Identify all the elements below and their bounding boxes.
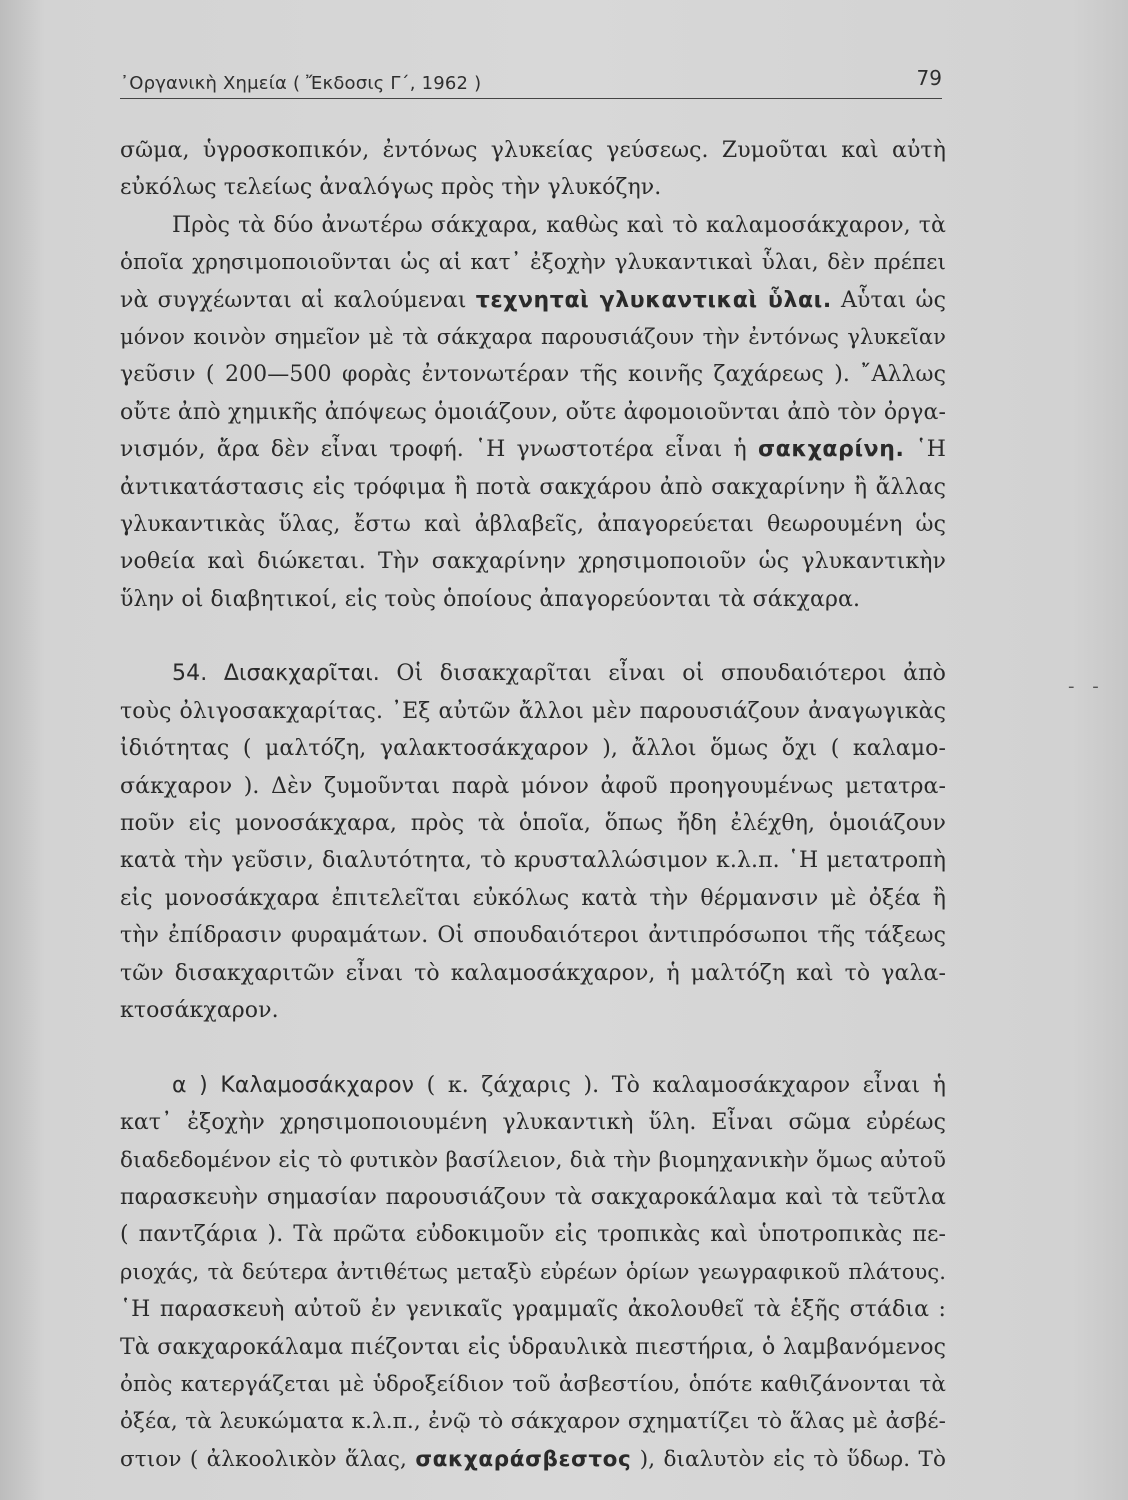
text-line: κατ᾿ ἐξοχὴν χρησιμοποιουμένη γλυκαντικὴ ὕλη. Εἶναι σῶμα εὐρέως <box>120 1110 946 1136</box>
text-line: Τὰ σακχαροκάλαμα πιέζονται εἰς ὑδραυλικὰ πιεστήρια, ὁ λαμβανόμενος <box>120 1334 946 1360</box>
section-number: 54. <box>172 661 208 687</box>
paragraph-sweeteners <box>120 207 946 618</box>
text-line: γεῦσιν ( 200—500 φορὰς ἐντονωτέραν τῆς κοινῆς ζαχάρεως ). ῎Αλλως <box>120 362 946 388</box>
text-line: παρασκευὴν σημασίαν παρουσιάζουν τὰ σακχαροκάλαμα καὶ τὰ τεῦτλα <box>120 1184 946 1210</box>
text-line: νοθεία καὶ διώκεται. Τὴν σακχαρίνην χρησιμοποιοῦν ὡς γλυκαντικὴν <box>120 549 946 575</box>
text-line: οὔτε ἀπὸ χημικῆς ἀπόψεως ὁμοιάζουν, οὔτε ἀφομοιοῦνται ἀπὸ τὸν ὀργα- <box>120 399 946 425</box>
text-run: στιον ( ἀλκοολικὸν ἅλας, <box>120 1446 407 1472</box>
page-number: 79 <box>916 66 942 90</box>
bold-term-calcium-saccharate: σακχαράσβεστος <box>415 1446 632 1472</box>
running-title: ᾿Οργανικὴ Χημεία ( Ἔκδοσις Γ΄, 1962 ) <box>120 73 482 94</box>
page-header <box>120 62 942 99</box>
text-line: σάκχαρον ). Δὲν ζυμοῦνται παρὰ μόνον ἀφοῦ προηγουμένως μετατρα- <box>120 773 946 799</box>
text-run: Αὗται ὡς <box>840 287 947 313</box>
paragraph-gap <box>120 1029 946 1066</box>
paragraph-gap <box>120 618 946 655</box>
subsection-label: α ) <box>172 1072 208 1098</box>
text-line <box>120 431 946 468</box>
text-line: γλυκαντικὰς ὕλας, ἔστω καὶ ἀβλαβεῖς, ἀπαγορεύεται θεωρουμένη ὡς <box>120 511 946 537</box>
text-line: ὁποῖα χρησιμοποιοῦνται ὡς αἱ κατ᾿ ἐξοχὴν γλυκαντικαὶ ὗλαι, δὲν πρέπει <box>120 250 946 276</box>
text-line: ἀντικατάστασις εἰς τρόφιμα ἢ ποτὰ σακχάρου ἀπὸ σακχαρίνην ἢ ἄλλας <box>120 474 946 500</box>
text-line: Πρὸς τὰ δύο ἀνωτέρω σάκχαρα, καθὼς καὶ τὸ καλαμοσάκχαρον, τὰ <box>172 212 946 238</box>
text-line: ἰδιότητας ( μαλτόζη, γαλακτοσάκχαρον ), ἄλλοι ὅμως ὄχι ( καλαμο- <box>120 736 946 762</box>
text-line: ὕλην οἱ διαβητικοί, εἰς τοὺς ὁποίους ἀπαγορεύονται τὰ σάκχαρα. <box>120 586 861 612</box>
text-run: ), διαλυτὸν εἰς τὸ ὕδωρ. Τὸ <box>639 1446 947 1472</box>
bold-term-artificial-sweeteners: τεχνηταὶ γλυκαντικαὶ ὗλαι. <box>475 287 832 313</box>
text-line: ποῦν εἰς μονοσάκχαρα, πρὸς τὰ ὁποῖα, ὅπως ἤδη ἐλέχθη, ὁμοιάζουν <box>120 811 946 837</box>
body-text <box>120 132 946 1478</box>
bold-term-saccharin: σακχαρίνη. <box>757 437 905 463</box>
text-line: σῶμα, ὑγροσκοπικόν, ἐντόνως γλυκείας γεύσεως. Ζυμοῦται καὶ αὐτὴ <box>120 138 946 163</box>
paragraph-continuation <box>120 132 946 207</box>
text-line <box>120 655 946 692</box>
text-line: τῶν δισακχαριτῶν εἶναι τὸ καλαμοσάκχαρον, ἡ μαλτόζη καὶ τὸ γαλα- <box>120 960 946 986</box>
text-line: ὀπὸς κατεργάζεται μὲ ὑδροξείδιον τοῦ ἀσβεστίου, ὁπότε καθιζάνονται τὰ <box>120 1371 946 1397</box>
margin-mark: - - <box>1068 676 1105 697</box>
text-line: ῾Η παρασκευὴ αὐτοῦ ἐν γενικαῖς γραμμαῖς ἀκολουθεῖ τὰ ἑξῆς στάδια : <box>120 1297 946 1323</box>
text-line: ὀξέα, τὰ λευκώματα κ.λ.π., ἐνῷ τὸ σάκχαρον σχηματίζει τὸ ἅλας μὲ ἀσβέ- <box>120 1409 946 1435</box>
text-run: νὰ συγχέωνται αἱ καλούμεναι <box>120 287 467 313</box>
text-line <box>120 1067 946 1104</box>
text-run: ( κ. ζάχαρις ). Τὸ καλαμοσάκχαρον εἶναι ἡ <box>426 1072 946 1098</box>
subsection-heading: Καλαμοσάκχαρον <box>220 1072 415 1098</box>
text-line: ριοχάς, τὰ δεύτερα ἀντιθέτως μεταξὺ εὐρέων ὁρίων γεωγραφικοῦ πλάτους. <box>120 1259 946 1284</box>
text-line <box>120 1441 946 1478</box>
text-line: εἰς μονοσάκχαρα ἐπιτελεῖται εὐκόλως κατὰ τὴν θέρμανσιν μὲ ὀξέα ἢ <box>120 885 946 911</box>
text-line: ( παντζάρια ). Τὰ πρῶτα εὐδοκιμοῦν εἰς τροπικὰς καὶ ὑποτροπικὰς πε- <box>120 1222 946 1248</box>
subsection-a-sucrose <box>120 1067 946 1478</box>
text-line: διαδεδομένον εἰς τὸ φυτικὸν βασίλειον, διὰ τὴν βιομηχανικὴν ὅμως αὐτοῦ <box>120 1147 946 1173</box>
section-54-disaccharides <box>120 655 946 1029</box>
section-heading: Δισακχαρῖται. <box>223 661 380 687</box>
text-line: εὐκόλως τελείως ἀναλόγως πρὸς τὴν γλυκόζην. <box>120 175 662 201</box>
text-line: κατὰ τὴν γεῦσιν, διαλυτότητα, τὸ κρυσταλλώσιμον κ.λ.π. ῾Η μετατροπὴ <box>120 848 946 874</box>
text-run: νισμόν, ἄρα δὲν εἶναι τροφή. ῾Η γνωστοτέρα εἶναι ἡ <box>120 437 747 463</box>
text-line: τοὺς ὀλιγοσακχαρίτας. ᾿Εξ αὐτῶν ἄλλοι μὲν παρουσιάζουν ἀναγωγικὰς <box>120 698 946 724</box>
text-run: Οἱ δισακχαρῖται εἶναι οἱ σπουδαιότεροι ἀπὸ <box>396 661 947 687</box>
text-line: τὴν ἐπίδρασιν φυραμάτων. Οἱ σπουδαιότεροι ἀντιπρόσωποι τῆς τάξεως <box>120 923 946 949</box>
text-line <box>120 282 946 319</box>
text-line: μόνον κοινὸν σημεῖον μὲ τὰ σάκχαρα παρουσιάζουν τὴν ἐντόνως γλυκεῖαν <box>120 324 946 349</box>
text-line: κτοσάκχαρον. <box>120 997 279 1023</box>
text-run: ῾Η <box>915 437 947 463</box>
